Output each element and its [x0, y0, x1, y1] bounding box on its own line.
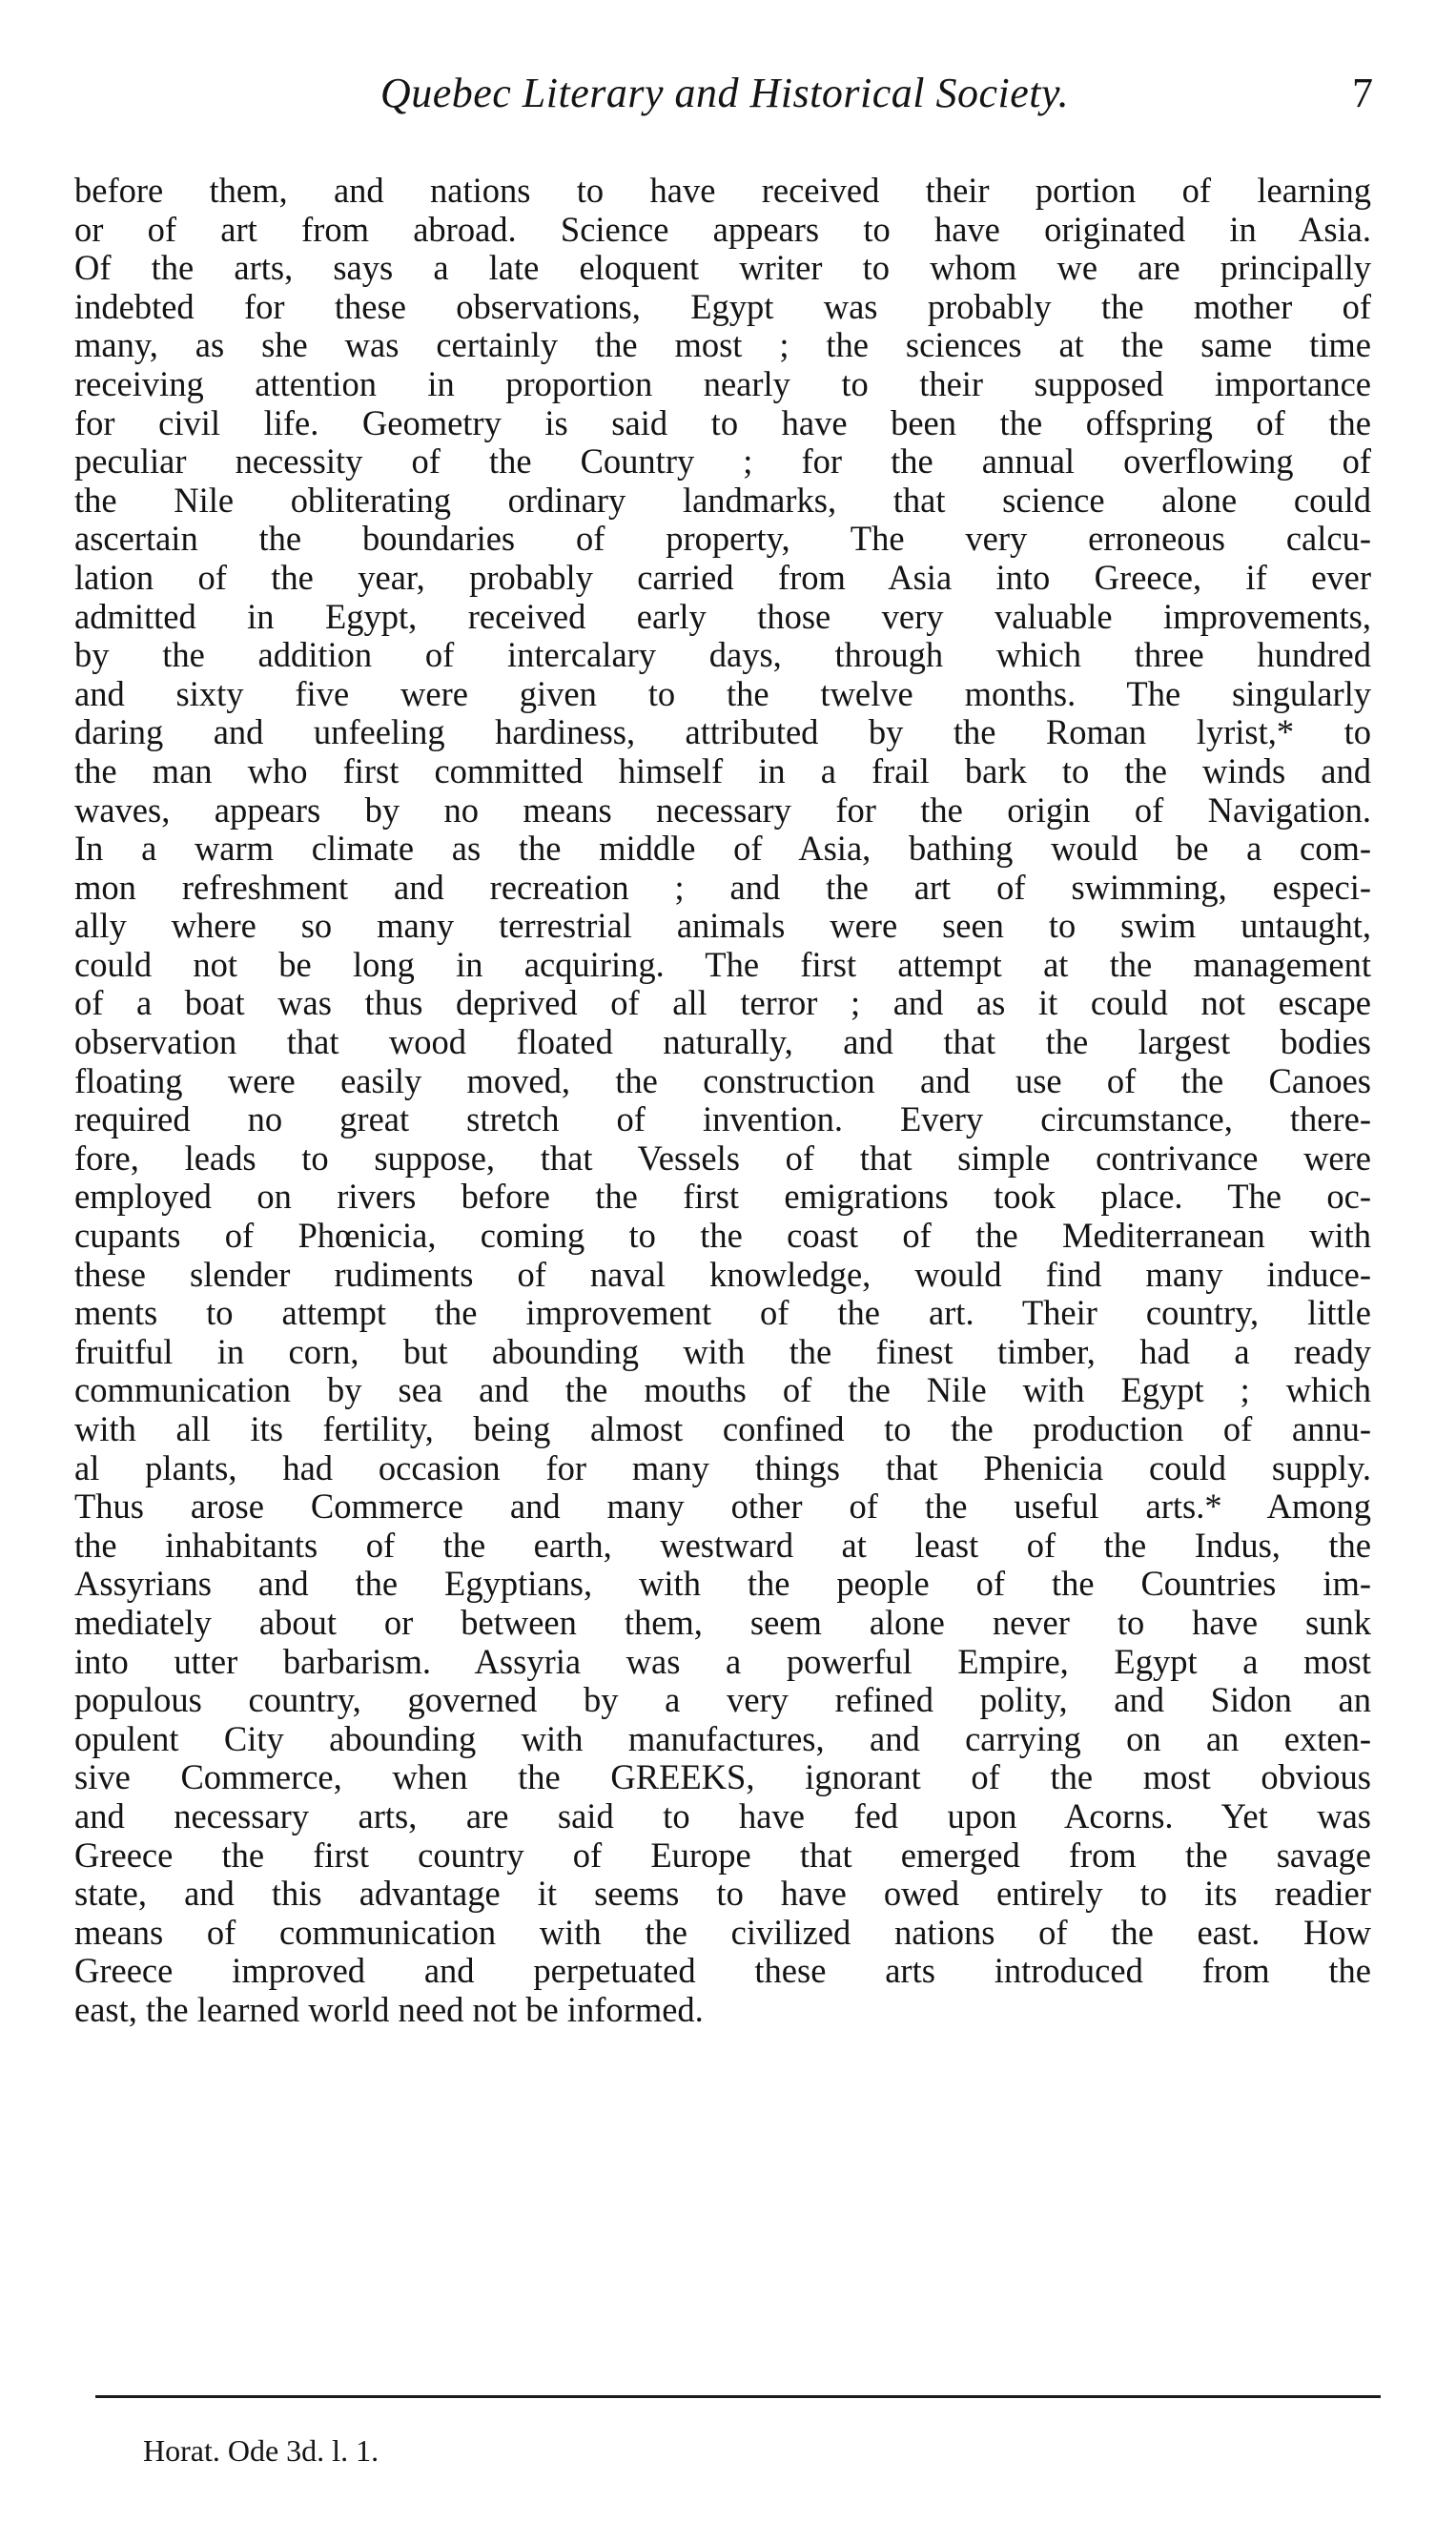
text-line: means of communication with the civilized nations of the east. How	[74, 1913, 1371, 1952]
text-line: ments to attempt the improvement of the art. Their country, little	[74, 1294, 1371, 1333]
text-line: into utter barbarism. Assyria was a powerful Empire, Egypt a most	[74, 1642, 1371, 1681]
footnote-divider	[95, 2395, 1381, 2398]
text-line: lation of the year, probably carried from Asia into Greece, if ever	[74, 558, 1371, 597]
text-line: receiving attention in proportion nearly to their supposed importance	[74, 364, 1371, 403]
running-title: Quebec Literary and Historical Society.	[379, 70, 1070, 116]
text-line: al plants, had occasion for many things that Phenicia could supply.	[74, 1448, 1371, 1487]
text-line: peculiar necessity of the Country ; for the annual overflowing of	[74, 442, 1371, 482]
text-line: mediately about or between them, seem alone never to have sunk	[74, 1603, 1371, 1642]
text-line: with all its fertility, being almost confined to the production of annu-	[74, 1410, 1371, 1448]
text-line: Greece the first country of Europe that emerged from the savage	[74, 1835, 1371, 1875]
text-line: floating were easily moved, the construction and use of the Canoes	[74, 1061, 1371, 1100]
text-line: opulent City abounding with manufactures, and carrying on an exten-	[74, 1719, 1371, 1758]
text-line: populous country, governed by a very refined polity, and Sidon an	[74, 1681, 1371, 1720]
body-paragraph	[74, 172, 1371, 2030]
text-line: the man who first committed himself in a frail bark to the winds and	[74, 751, 1371, 790]
text-line: fruitful in corn, but abounding with the finest timber, had a ready	[74, 1332, 1371, 1371]
text-line: or of art from abroad. Science appears to have originated in Asia.	[74, 210, 1371, 249]
text-line: the inhabitants of the earth, westward at least of the Indus, the	[74, 1526, 1371, 1565]
text-line: by the addition of intercalary days, through which three hundred	[74, 636, 1371, 675]
text-line: admitted in Egypt, received early those very valuable improvements,	[74, 597, 1371, 636]
page-header	[57, 65, 1392, 132]
text-line: observation that wood floated naturally, and that the largest bodies	[74, 1023, 1371, 1062]
text-line: these slender rudiments of naval knowledge, would find many induce-	[74, 1255, 1371, 1294]
text-line: Assyrians and the Egyptians, with the people of the Countries im-	[74, 1565, 1371, 1604]
text-line: waves, appears by no means necessary for the origin of Navigation.	[74, 790, 1371, 830]
page-number: 7	[1352, 70, 1373, 116]
text-line: mon refreshment and recreation ; and the art of swimming, especi-	[74, 868, 1371, 907]
text-line: ascertain the boundaries of property, The very erroneous calcu-	[74, 520, 1371, 559]
text-line: Greece improved and perpetuated these arts introduced from the	[74, 1952, 1371, 1991]
text-line: ally where so many terrestrial animals were seen to swim untaught,	[74, 907, 1371, 946]
text-line: sive Commerce, when the GREEKS, ignorant of the most obvious	[74, 1758, 1371, 1797]
text-line: required no great stretch of invention. Every circumstance, there-	[74, 1100, 1371, 1139]
text-line: daring and unfeeling hardiness, attributed by the Roman lyrist,* to	[74, 713, 1371, 752]
text-line: and sixty five were given to the twelve months. The singularly	[74, 674, 1371, 713]
text-line: In a warm climate as the middle of Asia, bathing would be a com-	[74, 830, 1371, 869]
text-line: Of the arts, says a late eloquent writer to whom we are principally	[74, 249, 1371, 288]
text-line: of a boat was thus deprived of all terror ; and as it could not escape	[74, 984, 1371, 1023]
text-line: fore, leads to suppose, that Vessels of that simple contrivance were	[74, 1138, 1371, 1178]
text-line: indebted for these observations, Egypt was probably the mother of	[74, 287, 1371, 326]
text-line: and necessary arts, are said to have fed upon Acorns. Yet was	[74, 1796, 1371, 1835]
text-line: the Nile obliterating ordinary landmarks, that science alone could	[74, 481, 1371, 520]
text-line: state, and this advantage it seems to have owed entirely to its readier	[74, 1875, 1371, 1914]
text-line: for civil life. Geometry is said to have been the offspring of the	[74, 403, 1371, 442]
text-line: many, as she was certainly the most ; the sciences at the same time	[74, 326, 1371, 365]
text-line: could not be long in acquiring. The first attempt at the management	[74, 945, 1371, 984]
text-line: Thus arose Commerce and many other of the useful arts.* Among	[74, 1487, 1371, 1527]
text-line: before them, and nations to have received their portion of learning	[74, 172, 1371, 210]
text-line: communication by sea and the mouths of the Nile with Egypt ; which	[74, 1371, 1371, 1410]
text-line: east, the learned world need not be informed.	[74, 1990, 704, 2029]
footnote: Horat. Ode 3d. l. 1.	[143, 2433, 379, 2468]
text-line: employed on rivers before the first emigrations took place. The oc-	[74, 1178, 1371, 1217]
text-line: cupants of Phœnicia, coming to the coast of the Mediterranean with	[74, 1217, 1371, 1256]
